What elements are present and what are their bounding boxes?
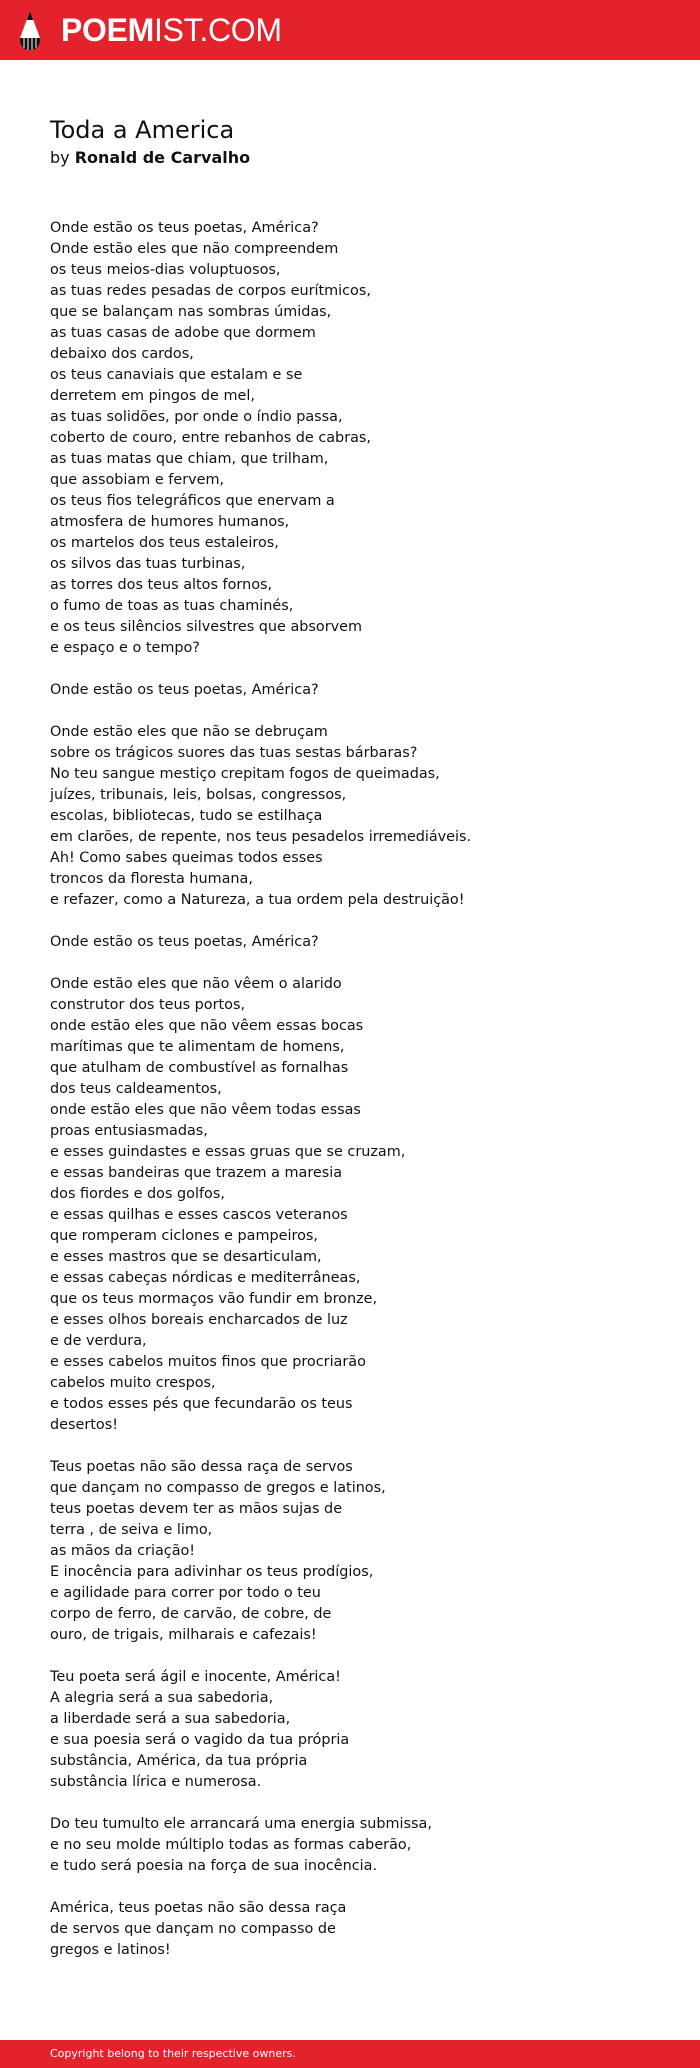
poem-line: Onde estão os teus poetas, América?	[50, 934, 319, 950]
poem-line: e esses cabelos muitos finos que procriarão	[50, 1354, 366, 1370]
poem-line: corpo de ferro, de carvão, de cobre, de	[50, 1606, 332, 1622]
stanza-break	[50, 1646, 670, 1667]
poem-line: substância lírica e numerosa.	[50, 1774, 262, 1790]
poem-line: Do teu tumulto ele arrancará uma energia submissa,	[50, 1816, 432, 1832]
poem-line: desertos!	[50, 1417, 118, 1433]
poem-line: América, teus poetas não são dessa raça	[50, 1900, 347, 1916]
poem-line: as tuas solidões, por onde o índio passa,	[50, 409, 343, 425]
poem-line: Teu poeta será ágil e inocente, América!	[50, 1669, 341, 1685]
poem-line: e de verdura,	[50, 1333, 147, 1349]
poem-line: que assobiam e fervem,	[50, 472, 225, 488]
stanza-break	[50, 1436, 670, 1457]
poem-line: E inocência para adivinhar os teus prodígios,	[50, 1564, 374, 1580]
poem-line: terra , de seiva e limo,	[50, 1522, 213, 1538]
poem-line: e esses mastros que se desarticulam,	[50, 1249, 322, 1265]
poem-line: A alegria será a sua sabedoria,	[50, 1690, 274, 1706]
poem-line: que romperam ciclones e pampeiros,	[50, 1228, 318, 1244]
poem-line: a liberdade será a sua sabedoria,	[50, 1711, 291, 1727]
poem-line: e sua poesia será o vagido da tua própria	[50, 1732, 350, 1748]
poem-line: e essas quilhas e esses cascos veteranos	[50, 1207, 348, 1223]
stanza-break	[50, 659, 670, 680]
poem-line: e esses guindastes e essas gruas que se cruzam,	[50, 1144, 406, 1160]
poem-line: cabelos muito crespos,	[50, 1375, 216, 1391]
poem-line: que se balançam nas sombras úmidas,	[50, 304, 332, 320]
poem-line: o fumo de toas as tuas chaminés,	[50, 598, 294, 614]
poem-line: No teu sangue mestiço crepitam fogos de queimadas,	[50, 766, 440, 782]
poem-line: que atulham de combustível as fornalhas	[50, 1060, 349, 1076]
stanza-break	[50, 911, 670, 932]
poem-line: e todos esses pés que fecundarão os teus	[50, 1396, 353, 1412]
poem-line: as torres dos teus altos fornos,	[50, 577, 273, 593]
poem-line: derretem em pingos de mel,	[50, 388, 255, 404]
poem-line: e esses olhos boreais encharcados de luz	[50, 1312, 348, 1328]
poem-line: Onde estão os teus poetas, América?	[50, 220, 319, 236]
brand-light: IST.COM	[154, 12, 282, 48]
poem-line: Onde estão eles que não vêem o alarido	[50, 976, 342, 992]
poem-line: em clarões, de repente, nos teus pesadelos irremediáveis.	[50, 829, 472, 845]
poem-line: sobre os trágicos suores das tuas sestas bárbaras?	[50, 745, 418, 761]
poem-line: Teus poetas não são dessa raça de servos	[50, 1459, 353, 1475]
poem-line: gregos e latinos!	[50, 1942, 171, 1958]
poem-line: e essas bandeiras que trazem a maresia	[50, 1165, 343, 1181]
author-name: Ronald de Carvalho	[74, 148, 251, 167]
pencil-tip-icon[interactable]	[18, 10, 42, 52]
poem-line: que dançam no compasso de gregos e latinos,	[50, 1480, 386, 1496]
poem-title: Toda a America	[50, 116, 235, 144]
stanza-break	[50, 953, 670, 974]
by-label: by	[50, 148, 70, 167]
poem-line: os martelos dos teus estaleiros,	[50, 535, 279, 551]
poem-line: e espaço e o tempo?	[50, 640, 200, 656]
poem-line: os teus meios-dias voluptuosos,	[50, 262, 281, 278]
poem-line: escolas, bibliotecas, tudo se estilhaça	[50, 808, 323, 824]
poem-line: ouro, de trigais, milharais e cafezais!	[50, 1627, 317, 1643]
poem-line: atmosfera de humores humanos,	[50, 514, 290, 530]
poem-line: as tuas casas de adobe que dormem	[50, 325, 316, 341]
poem-line: juízes, tribunais, leis, bolsas, congressos,	[50, 787, 347, 803]
poem-line: de servos que dançam no compasso de	[50, 1921, 336, 1937]
copyright-text: Copyright belong to their respective owners.	[50, 2047, 296, 2060]
poem-line: troncos da floresta humana,	[50, 871, 253, 887]
poem-line: que os teus mormaços vão fundir em bronze,	[50, 1291, 378, 1307]
site-footer	[0, 2040, 700, 2068]
poem-line: os teus canaviais que estalam e se	[50, 367, 303, 383]
poem-line: substância, América, da tua própria	[50, 1753, 308, 1769]
byline	[50, 147, 250, 169]
poem-line: coberto de couro, entre rebanhos de cabras,	[50, 430, 371, 446]
poem-line: os silvos das tuas turbinas,	[50, 556, 246, 572]
poem-line: teus poetas devem ter as mãos sujas de	[50, 1501, 343, 1517]
poem-line: e essas cabeças nórdicas e mediterrâneas,	[50, 1270, 361, 1286]
poem-line: e no seu molde múltiplo todas as formas caberão,	[50, 1837, 412, 1853]
poem-line: Ah! Como sabes queimas todos esses	[50, 850, 323, 866]
poem-line: Onde estão eles que não compreendem	[50, 241, 339, 257]
poem-line: marítimas que te alimentam de homens,	[50, 1039, 345, 1055]
poem-line: Onde estão os teus poetas, América?	[50, 682, 319, 698]
stanza-break	[50, 1793, 670, 1814]
poem-line: as tuas redes pesadas de corpos eurítmicos,	[50, 283, 371, 299]
poem-line: construtor dos teus portos,	[50, 997, 246, 1013]
poem-line: dos teus caldeamentos,	[50, 1081, 222, 1097]
poem-line: e os teus silêncios silvestres que absorvem	[50, 619, 363, 635]
brand-bold: POEM	[61, 12, 155, 48]
poem-body	[50, 218, 670, 1961]
stanza-break	[50, 701, 670, 722]
poem-line: e agilidade para correr por todo o teu	[50, 1585, 321, 1601]
poem-line: e tudo será poesia na força de sua inocência.	[50, 1858, 378, 1874]
poem-line: as tuas matas que chiam, que trilham,	[50, 451, 329, 467]
site-header	[0, 0, 700, 60]
poem-line: Onde estão eles que não se debruçam	[50, 724, 328, 740]
poem-line: dos fiordes e dos golfos,	[50, 1186, 225, 1202]
site-logo-text[interactable]	[61, 10, 282, 50]
poem-line: os teus fios telegráficos que enervam a	[50, 493, 335, 509]
poem-line: proas entusiasmadas,	[50, 1123, 208, 1139]
poem-line: as mãos da criação!	[50, 1543, 196, 1559]
poem-line: onde estão eles que não vêem essas bocas	[50, 1018, 364, 1034]
stanza-break	[50, 1877, 670, 1898]
poem-line: debaixo dos cardos,	[50, 346, 194, 362]
poem-line: e refazer, como a Natureza, a tua ordem pela destruição!	[50, 892, 465, 908]
poem-line: onde estão eles que não vêem todas essas	[50, 1102, 361, 1118]
